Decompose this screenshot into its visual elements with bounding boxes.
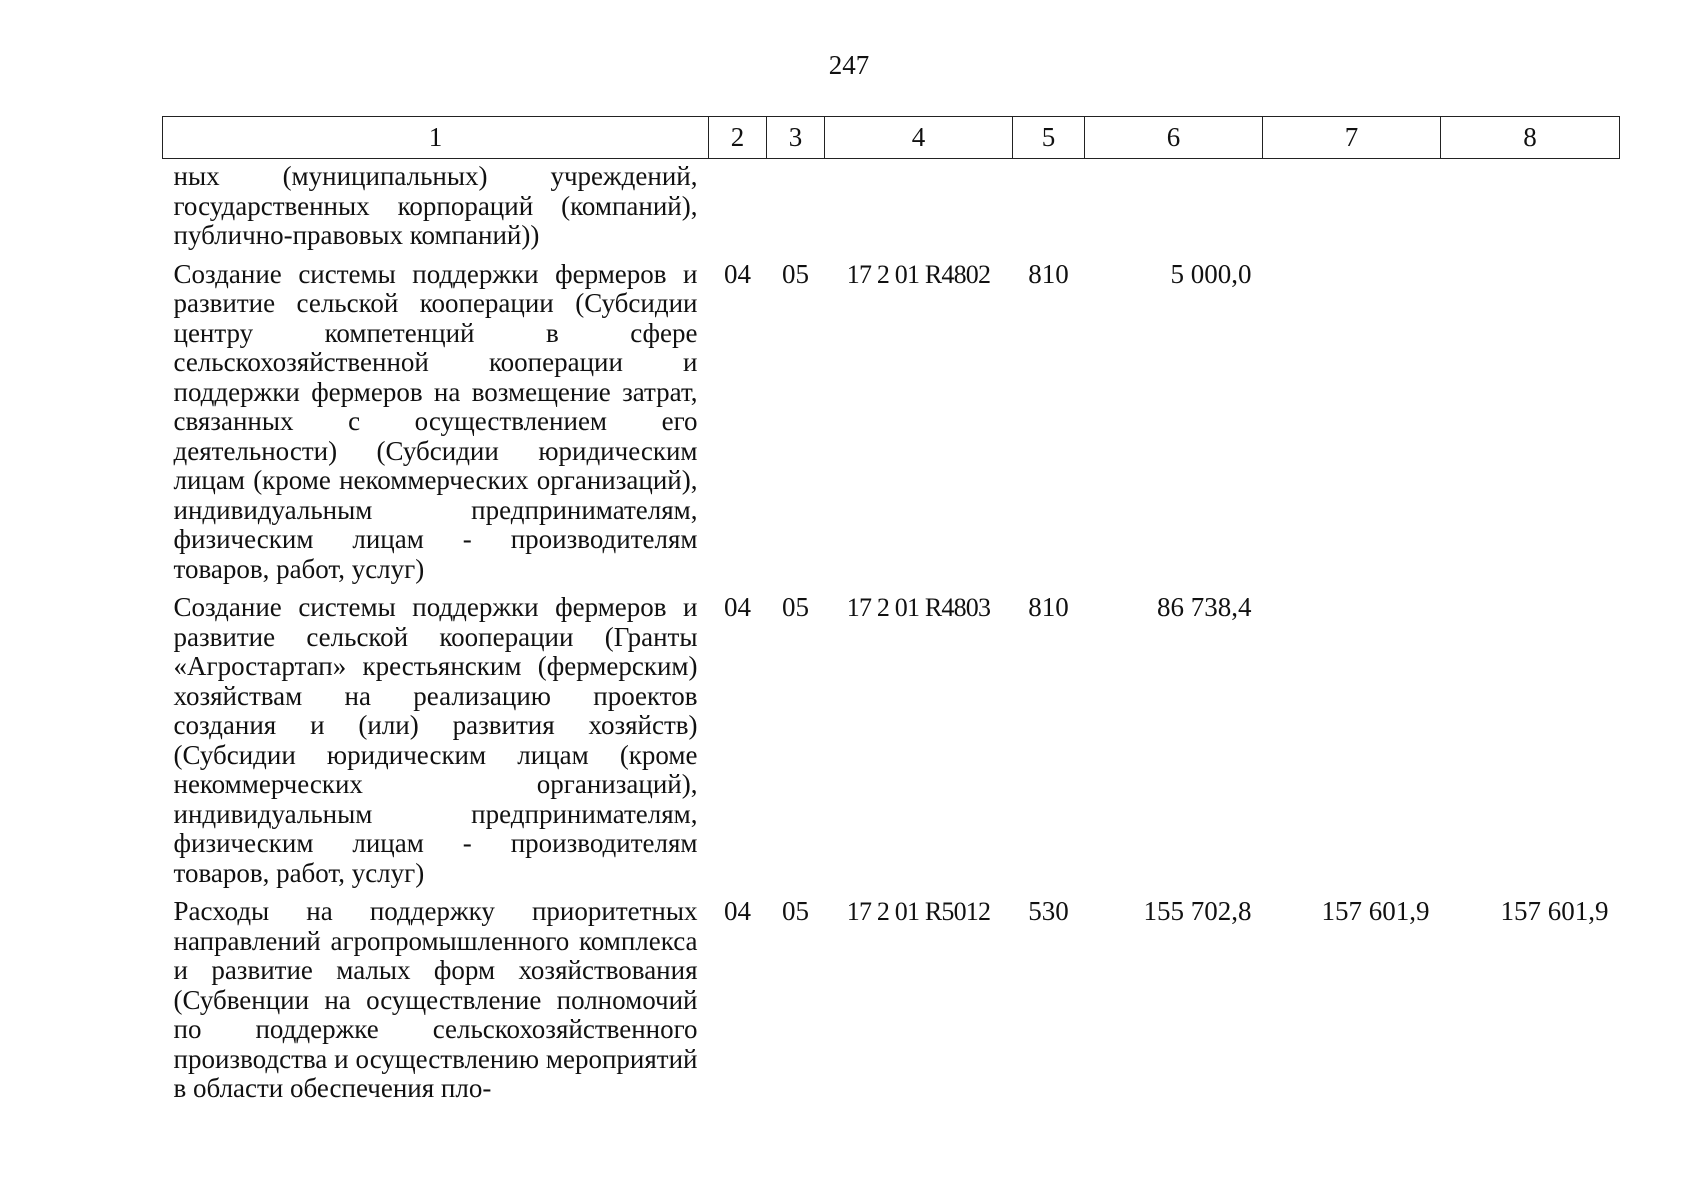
table-row: [163, 584, 1620, 888]
row-name: ных (муниципальных) учреждений, государственных корпораций (компаний), публично-правовых компаний)): [173, 161, 698, 250]
row-name: Создание системы поддержки фермеров и развитие сельской кооперации (Гранты «Агростартап» крестьянским (фермерским) хозяйствам на реализацию проектов создания и (или) развития хозяйств) (Субсидии юридическим лицам (кроме некоммерческих организаций), индивидуальным предпринимателям, физическим лицам - производителям товаров, работ, услуг): [173, 592, 698, 888]
column-number-header-row: [163, 117, 1620, 159]
row-subsection: 05: [782, 896, 809, 926]
row-section: 04: [724, 592, 751, 622]
row-expense-type: 810: [1028, 592, 1069, 622]
row-target-article: [825, 159, 1013, 251]
row-target-article: 17 2 01 R4802: [846, 259, 991, 289]
table-row: [163, 888, 1620, 1104]
budget-table: [162, 116, 1620, 1104]
row-section: [709, 159, 767, 251]
row-amount-6: 155 702,8: [1143, 896, 1252, 926]
row-expense-type: 810: [1028, 258, 1069, 289]
row-target-article: 17 2 01 R5012: [846, 897, 991, 926]
column-header-5: 5: [1013, 117, 1085, 159]
row-amount-8: [1441, 251, 1620, 585]
row-subsection: 05: [782, 592, 809, 622]
column-header-6: 6: [1085, 117, 1263, 159]
row-amount-7: [1263, 159, 1441, 251]
column-header-2: 2: [709, 117, 767, 159]
row-amount-6: 86 738,4: [1157, 592, 1252, 622]
row-expense-type: 530: [1028, 896, 1069, 926]
row-section: 04: [724, 258, 751, 289]
row-target-article: 17 2 01 R4803: [846, 593, 991, 622]
row-expense-type: [1013, 159, 1085, 251]
column-header-7: 7: [1263, 117, 1441, 159]
row-section: 04: [724, 896, 751, 926]
row-amount-7: [1263, 251, 1441, 585]
row-amount-6: 5 000,0: [1170, 258, 1252, 289]
table-row: [163, 159, 1620, 251]
row-amount-7: [1263, 584, 1441, 888]
row-amount-8: 157 601,9: [1500, 896, 1609, 926]
column-header-3: 3: [767, 117, 825, 159]
row-amount-7: 157 601,9: [1321, 896, 1430, 926]
column-header-8: 8: [1441, 117, 1620, 159]
table-row: [163, 251, 1620, 585]
row-amount-8: [1441, 584, 1620, 888]
page-number: 247: [828, 50, 870, 80]
column-header-4: 4: [825, 117, 1013, 159]
row-amount-8: [1441, 159, 1620, 251]
row-name: Расходы на поддержку приоритетных направлений агропромышленного комплекса и развитие малых форм хозяйствования (Субвенции на осуществление полномочий по поддержке сельскохозяйственного производства и осуществлению мероприятий в области обеспечения пло-: [173, 896, 698, 1103]
row-subsection: [767, 159, 825, 251]
row-subsection: 05: [782, 258, 809, 289]
row-name: Создание системы поддержки фермеров и развитие сельской кооперации (Субсидии центру компетенций в сфере сельскохозяйственной кооперации и поддержки фермеров на возмещение затрат, связанных с осуществлением его деятельности) (Субсидии юридическим лицам (кроме некоммерческих организаций), индивидуальным предпринимателям, физическим лицам - производителям товаров, работ, услуг): [173, 258, 698, 584]
column-header-1: 1: [163, 117, 709, 159]
row-amount-6: [1085, 159, 1263, 251]
